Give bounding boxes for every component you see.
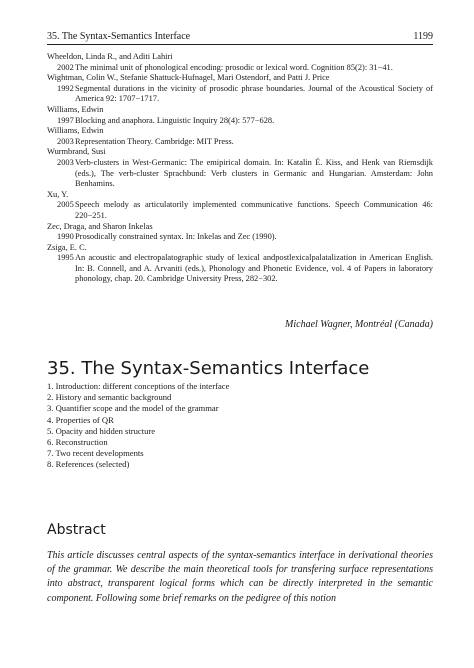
reference-author: Wurmbrand, Susi: [47, 147, 106, 157]
reference-entry: [47, 63, 433, 74]
reference-item: [47, 190, 433, 222]
reference-text: An acoustic and electropalatographic study of lexical andpostlexicalpalatalization in American English. In: B. Connell, and A. Arvaniti (eds.), Phonology and Phonetic Evidence, vol. 4 of Papers in laboratory phonology, chap. 20. Cambridge University Press, 282−302.: [75, 253, 433, 284]
reference-item: [47, 52, 433, 73]
reference-text: Segmental durations in the vicinity of prosodic phrase boundaries. Journal of the Acoustical Society of America 92: 1707−1717.: [75, 83, 433, 104]
running-head: [47, 31, 433, 42]
reference-year: 1990: [57, 232, 74, 242]
reference-text: Blocking and anaphora. Linguistic Inquiry 28(4): 577−628.: [75, 115, 275, 125]
running-head-title: 35. The Syntax-Semantics Interface: [47, 31, 191, 42]
toc-item: 8. References (selected): [47, 459, 130, 470]
reference-entry: [47, 253, 433, 285]
reference-author: Zec, Draga, and Sharon Inkelas: [47, 221, 153, 231]
reference-item: [47, 126, 433, 147]
toc-item: 6. Reconstruction: [47, 437, 108, 448]
reference-year: 2003: [57, 136, 74, 146]
reference-item: [47, 222, 433, 243]
reference-author: Zsiga, E. C.: [47, 242, 87, 252]
abstract-heading: Abstract: [47, 522, 106, 538]
reference-year: 1992: [57, 83, 74, 93]
toc-item: 3. Quantifier scope and the model of the grammar: [47, 403, 219, 414]
reference-author: Williams, Edwin: [47, 126, 104, 136]
reference-entry: [47, 137, 433, 148]
chapter-title: 35. The Syntax-Semantics Interface: [47, 358, 370, 380]
reference-entry: [47, 200, 433, 221]
reference-year: 1997: [57, 115, 74, 125]
page-number: 1199: [413, 31, 433, 42]
reference-author: Williams, Edwin: [47, 104, 104, 114]
reference-year: 2005: [57, 200, 74, 210]
toc-item: 5. Opacity and hidden structure: [47, 425, 156, 436]
reference-author: Wightman, Colin W., Stefanie Shattuck-Hufnagel, Mari Ostendorf, and Patti J. Price: [47, 73, 330, 83]
reference-text: Speech melody as articulatorily implemented communicative functions. Speech Communication 46: 220−251.: [75, 200, 433, 220]
reference-year: 1995: [57, 253, 74, 263]
toc-item: 2. History and semantic background: [47, 392, 172, 403]
reference-item: [47, 243, 433, 285]
table-of-contents: [47, 381, 229, 471]
reference-text: Representation Theory. Cambridge: MIT Press.: [75, 136, 234, 146]
reference-text: Verb-clusters in West-Germanic: The emipirical domain. In: Katalin É. Kiss, and Henk van Riemsdijk (eds.), The verb-cluster Sprachbund: Verb clusters in Germanic and Hungarian. Amsterdam: John Benhamins.: [75, 157, 433, 189]
reference-list: [47, 52, 433, 285]
reference-year: 2003: [57, 157, 74, 167]
reference-item: [47, 73, 433, 105]
toc-item: 4. Properties of QR: [47, 414, 114, 425]
reference-item: [47, 147, 433, 189]
toc-item: 1. Introduction: different conceptions of the interface: [47, 381, 230, 391]
reference-entry: [47, 232, 433, 243]
header-rule: [47, 44, 433, 45]
reference-entry: [47, 116, 433, 127]
reference-entry: [47, 158, 433, 190]
reference-item: [47, 105, 433, 126]
reference-text: The minimal unit of phonological encoding: prosodic or lexical word. Cognition 85(2): 31−41.: [75, 62, 393, 72]
reference-author: Wheeldon, Linda R., and Aditi Lahiri: [47, 52, 173, 61]
reference-entry: [47, 84, 433, 105]
toc-item: 7. Two recent developments: [47, 448, 144, 459]
reference-text: Prosodically constrained syntax. In: Inkelas and Zec (1990).: [75, 232, 277, 242]
author-signature: Michael Wagner, Montréal (Canada): [285, 319, 433, 330]
reference-author: Xu, Y.: [47, 189, 69, 199]
reference-year: 2002: [57, 62, 74, 72]
abstract-text: This article discusses central aspects of the syntax-semantics interface in derivational theories of the grammar. We describe the main theoretical tools for transfering surface representations into abstract, transparent logical forms which can be directly interpreted in the semantic component. Following some brief remarks on the pedigree of this notion: [47, 550, 433, 604]
